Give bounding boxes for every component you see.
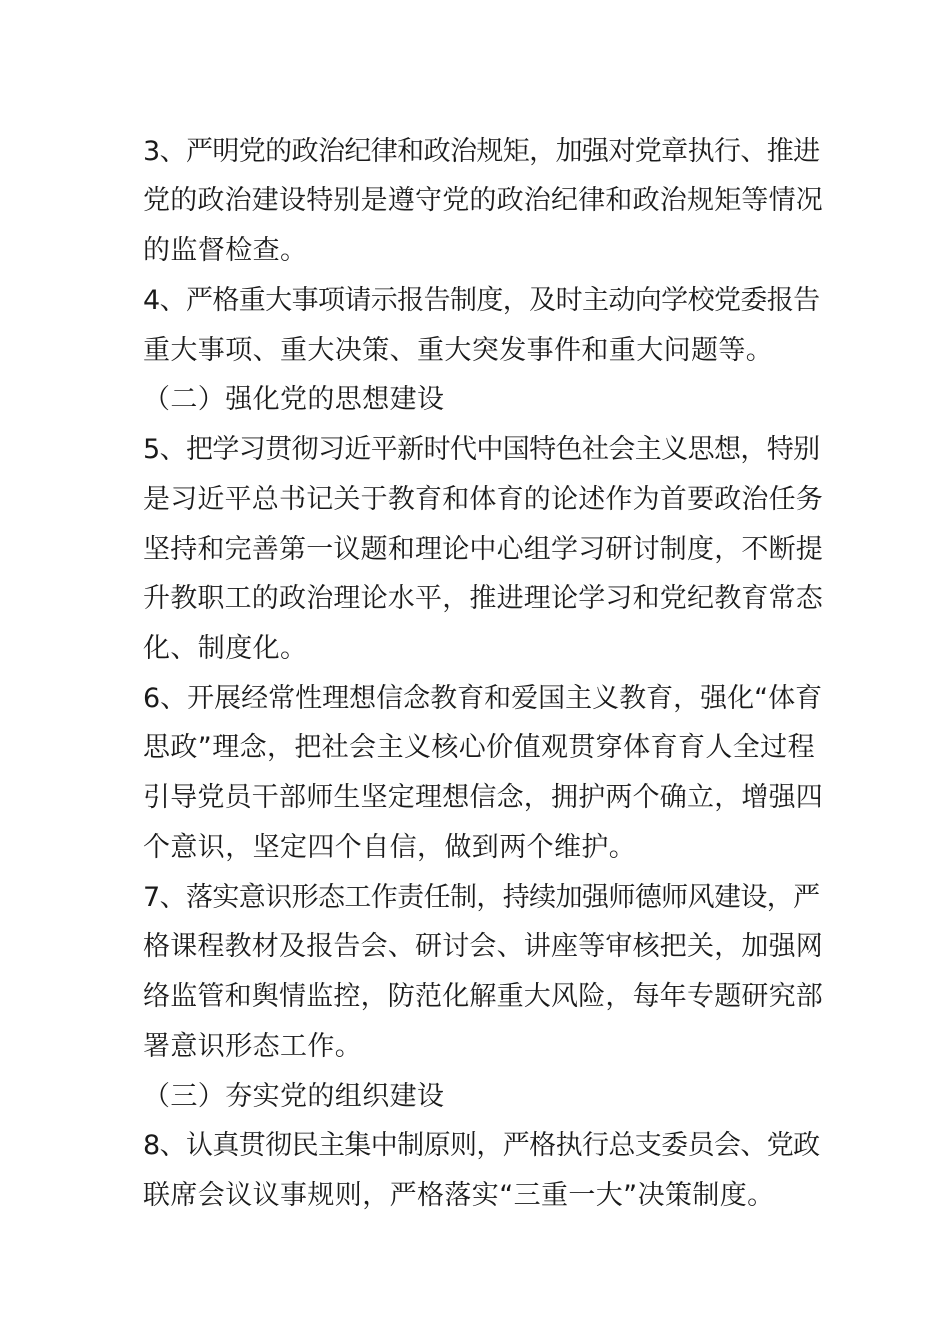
text-line: 党的政治建设特别是遵守党的政治纪律和政治规矩等情况 [143, 185, 823, 216]
text-line: 8、认真贯彻民主集中制原则，严格执行总支委员会、党政 [143, 1130, 820, 1161]
text-line: 重大事项、重大决策、重大突发事件和重大问题等。 [143, 335, 774, 366]
section-heading: （二）强化党的思想建设 [143, 384, 445, 415]
text-line: 化、制度化。 [143, 633, 308, 664]
text-line: 3、严明党的政治纪律和政治规矩，加强对党章执行、推进 [143, 136, 820, 167]
section-heading: （三）夯实党的组织建设 [143, 1081, 445, 1112]
text-line: 格课程教材及报告会、研讨会、讲座等审核把关，加强网 [143, 931, 823, 962]
text-line: 6、开展经常性理想信念教育和爱国主义教育，强化“体育 [143, 683, 823, 714]
text-line: 思政”理念，把社会主义核心价值观贯穿体育育人全过程 [143, 732, 815, 763]
text-line: 是习近平总书记关于教育和体育的论述作为首要政治任务 [143, 484, 823, 515]
text-line: 4、严格重大事项请示报告制度，及时主动向学校党委报告 [143, 285, 820, 316]
text-line: 5、把学习贯彻习近平新时代中国特色社会主义思想，特别 [143, 434, 820, 465]
text-line: 络监管和舆情监控，防范化解重大风险，每年专题研究部 [143, 981, 823, 1012]
text-line: 个意识，坚定四个自信，做到两个维护。 [143, 832, 637, 863]
text-line: 署意识形态工作。 [143, 1031, 363, 1062]
text-line: 联席会议议事规则，严格落实“三重一大”决策制度。 [143, 1180, 775, 1211]
text-line: 坚持和完善第一议题和理论中心组学习研讨制度，不断提 [143, 534, 823, 565]
text-line: 7、落实意识形态工作责任制，持续加强师德师风建设，严 [143, 882, 820, 913]
text-line: 升教职工的政治理论水平，推进理论学习和党纪教育常态 [143, 583, 823, 614]
text-line: 的监督检查。 [143, 235, 308, 266]
text-line: 引导党员干部师生坚定理想信念，拥护两个确立，增强四 [143, 782, 823, 813]
